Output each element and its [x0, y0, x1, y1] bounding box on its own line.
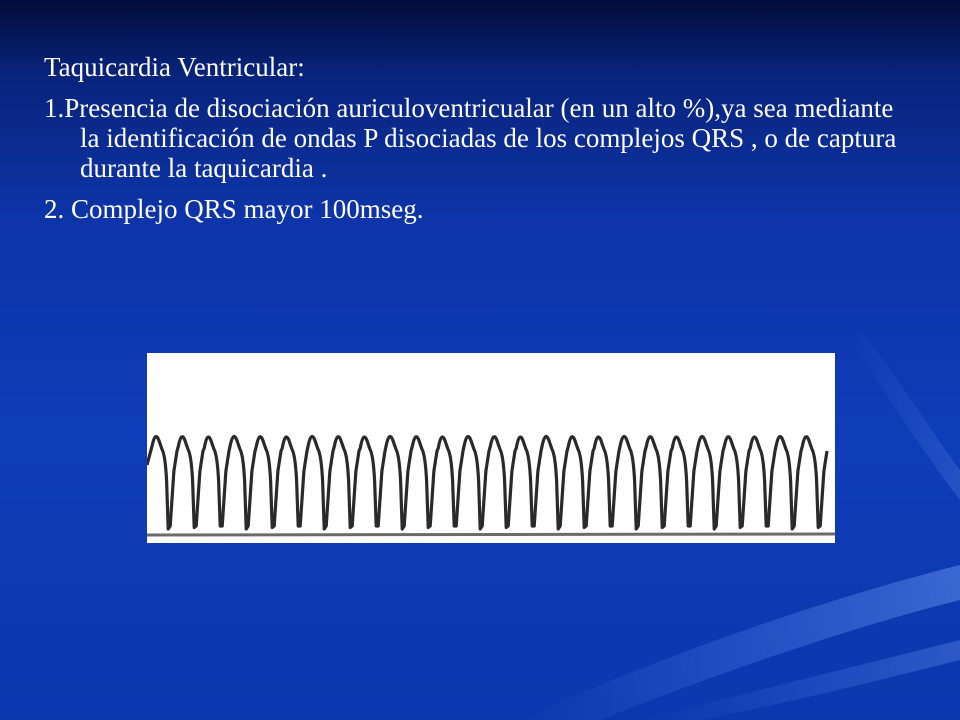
point-2: 2. Complejo QRS mayor 100mseg.: [44, 194, 424, 224]
ecg-trace: [147, 353, 835, 543]
ecg-strip: [147, 353, 835, 543]
ecg-waveform: [147, 436, 827, 529]
slide-content: [44, 50, 904, 235]
ecg-baseline: [147, 534, 835, 535]
point-1: 1.Presencia de disociación auriculoventricualar (en un alto %),ya sea mediante la identificación de ondas P disociadas de los complejos QRS , o de captura durante la taquicardia .: [44, 93, 897, 183]
slide-title: Taquicardia Ventricular:: [44, 52, 305, 82]
